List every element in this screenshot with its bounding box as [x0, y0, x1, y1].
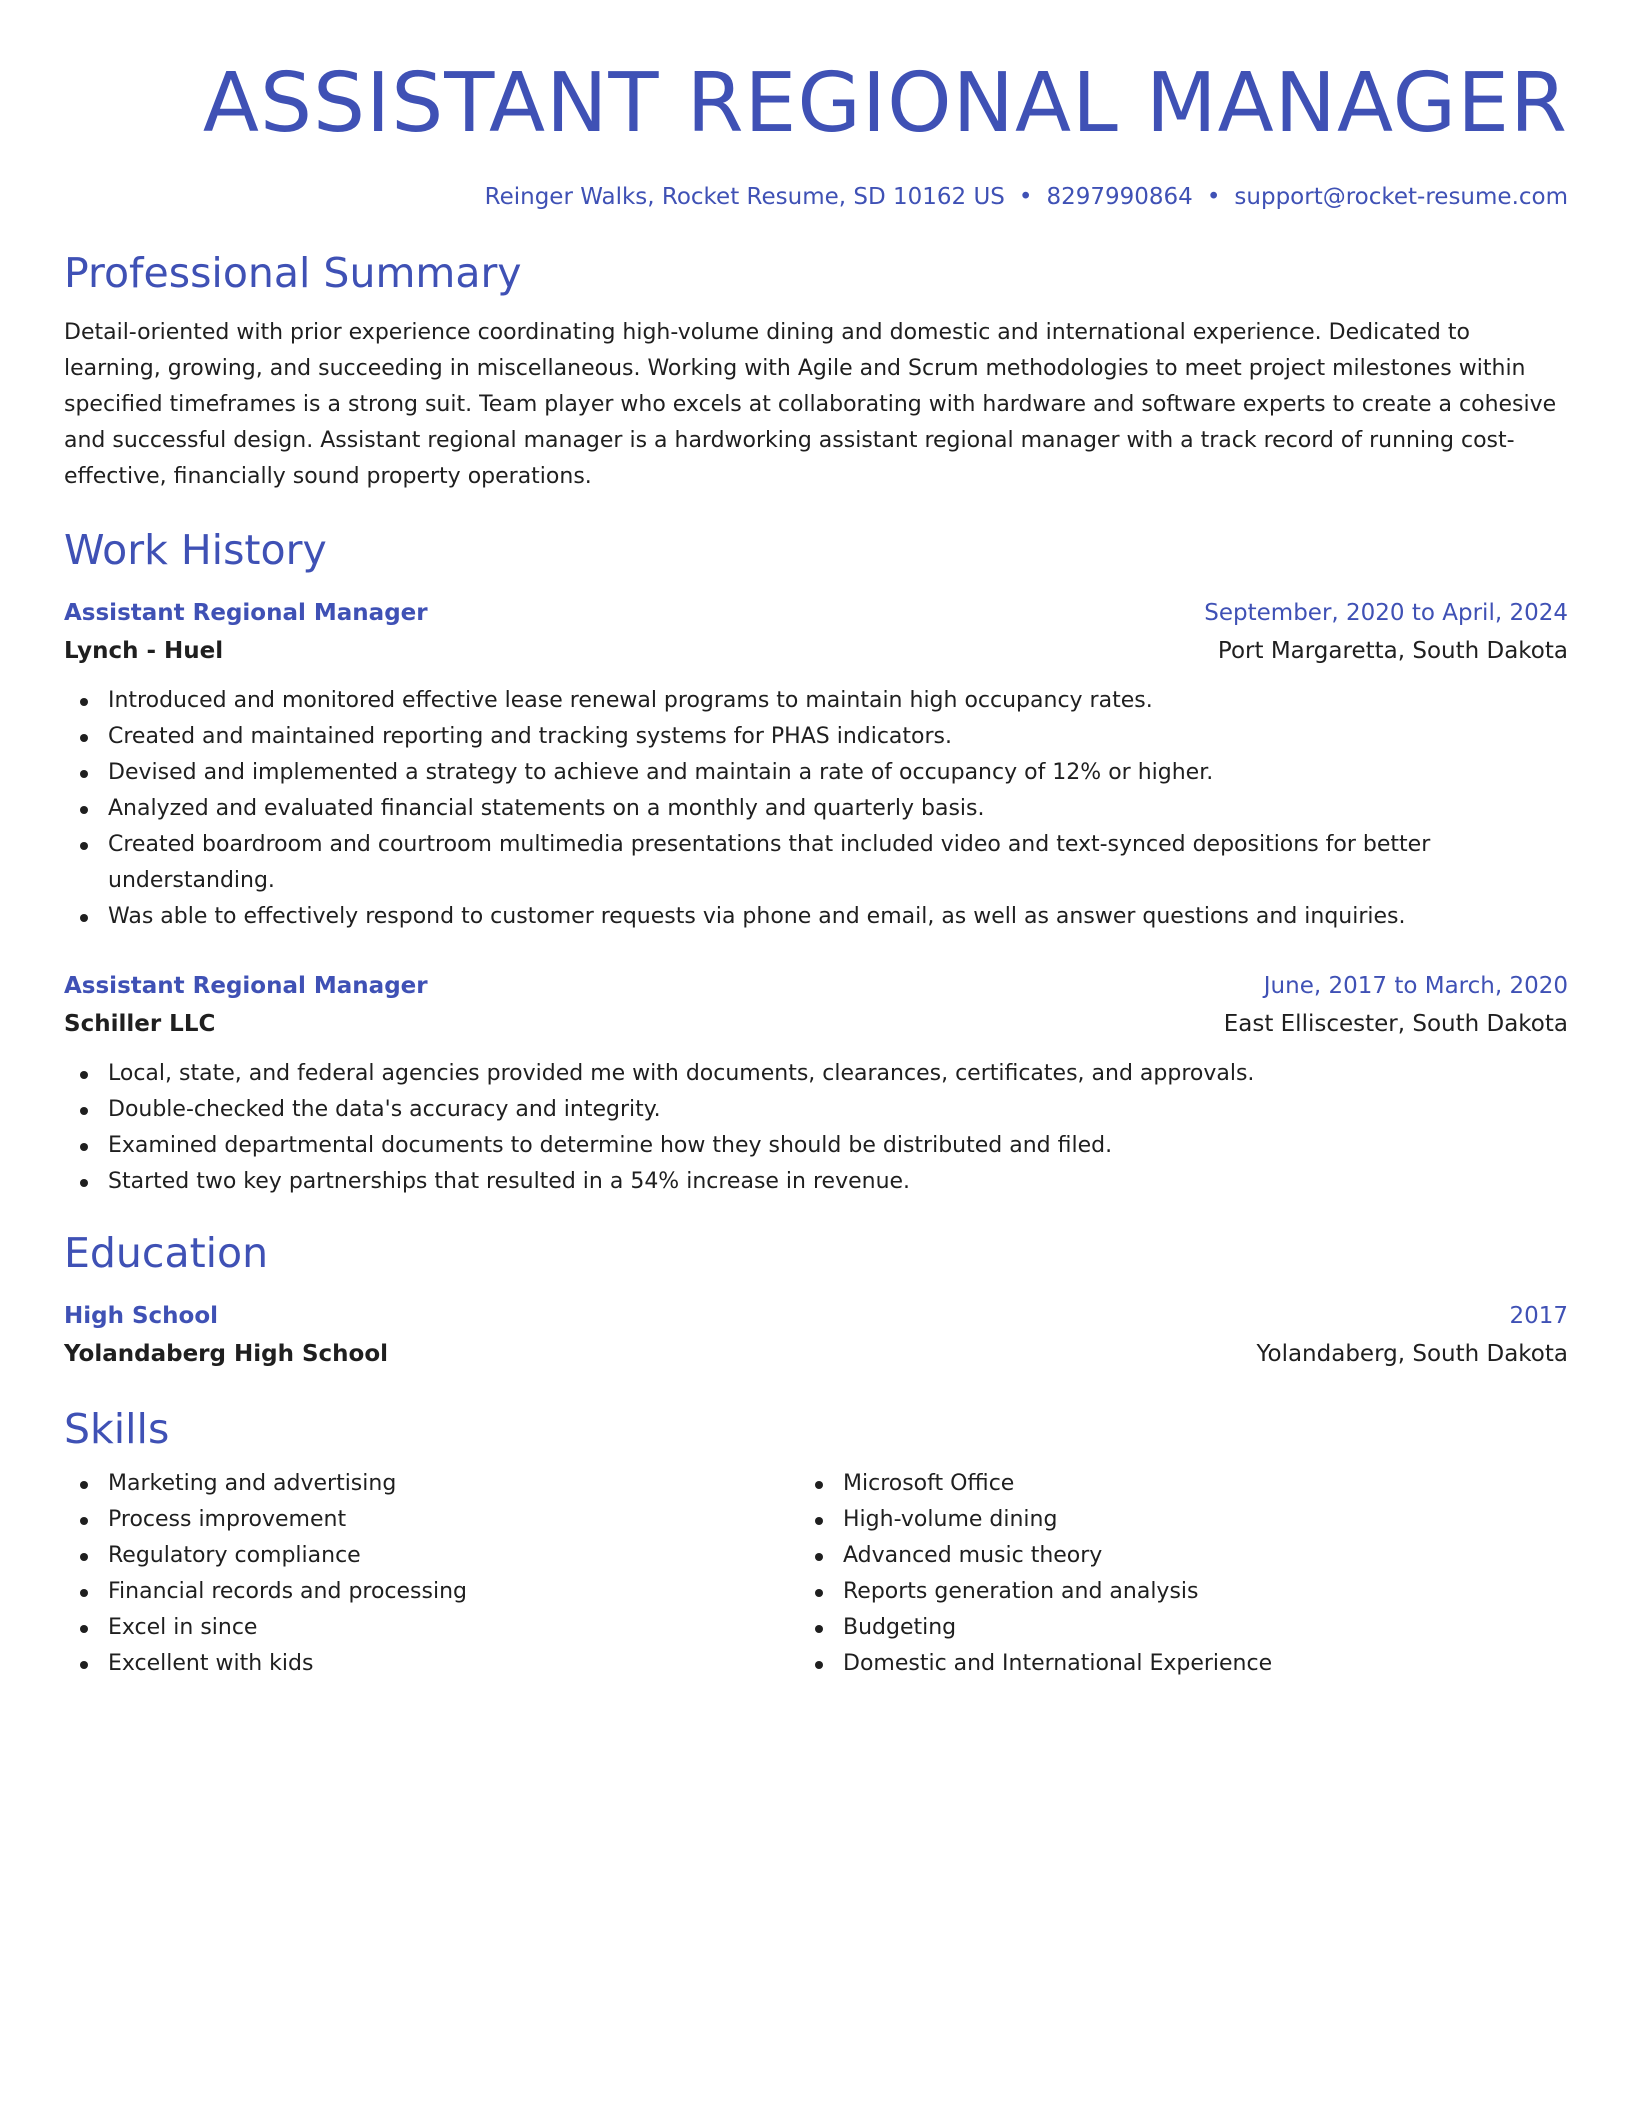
job-bullet: Examined departmental documents to determine how they should be distributed and filed.	[64, 1128, 1568, 1164]
skill-item: Budgeting	[799, 1610, 1534, 1646]
education-degree: High School	[64, 1303, 219, 1329]
job-company-row	[64, 631, 1568, 671]
skills-column-right	[799, 1466, 1534, 1682]
skill-item: High-volume dining	[799, 1502, 1534, 1538]
contact-separator: •	[1206, 184, 1221, 210]
resume-header	[64, 0, 1568, 212]
job-bullet: Double-checked the data's accuracy and integrity.	[64, 1092, 1568, 1128]
job-location: East Elliscester, South Dakota	[1223, 1011, 1568, 1037]
education-entry	[64, 1298, 1568, 1374]
job-company-row	[64, 1004, 1568, 1044]
skill-item: Regulatory compliance	[64, 1538, 799, 1574]
job-entry	[64, 595, 1568, 935]
skill-item: Advanced music theory	[799, 1538, 1534, 1574]
job-bullet-list	[64, 1056, 1568, 1200]
skill-item: Financial records and processing	[64, 1574, 799, 1610]
job-bullet: Analyzed and evaluated financial statements on a monthly and quarterly basis.	[64, 791, 1568, 827]
education-school: Yolandaberg High School	[64, 1341, 389, 1367]
job-header-row	[64, 595, 1568, 631]
job-dates: September, 2020 to April, 2024	[1204, 600, 1568, 626]
education-header-row	[64, 1298, 1568, 1334]
job-bullet: Created boardroom and courtroom multimedia presentations that included video and text-synced depositions for better understanding.	[64, 827, 1568, 899]
skill-item: Marketing and advertising	[64, 1466, 799, 1502]
skill-item: Domestic and International Experience	[799, 1646, 1534, 1682]
skill-item: Reports generation and analysis	[799, 1574, 1534, 1610]
education-location: Yolandaberg, South Dakota	[1256, 1341, 1568, 1367]
job-bullet: Local, state, and federal agencies provided me with documents, clearances, certificates, and approvals.	[64, 1056, 1568, 1092]
skills-column-left	[64, 1466, 799, 1682]
resume-name: ASSISTANT REGIONAL MANAGER	[202, 56, 1568, 151]
section-title-work-history: Work History	[64, 526, 327, 574]
contact-phone: 8297990864	[1046, 184, 1193, 210]
skill-item: Microsoft Office	[799, 1466, 1534, 1502]
skill-item: Excel in since	[64, 1610, 799, 1646]
job-bullet: Introduced and monitored effective lease renewal programs to maintain high occupancy rates.	[64, 683, 1568, 719]
skills-list	[799, 1466, 1534, 1682]
skills-grid	[64, 1466, 1568, 1682]
job-bullet: Was able to effectively respond to customer requests via phone and email, as well as answer questions and inquiries.	[64, 899, 1568, 935]
job-role: Assistant Regional Manager	[64, 600, 428, 626]
job-bullet: Started two key partnerships that resulted in a 54% increase in revenue.	[64, 1164, 1568, 1200]
education-year: 2017	[1509, 1303, 1568, 1329]
job-company: Schiller LLC	[64, 1011, 216, 1037]
contact-email: support@rocket-resume.com	[1234, 184, 1568, 210]
job-role: Assistant Regional Manager	[64, 973, 428, 999]
section-title-skills: Skills	[64, 1405, 170, 1453]
section-title-summary: Professional Summary	[64, 249, 522, 297]
job-dates: June, 2017 to March, 2020	[1263, 973, 1568, 999]
job-bullet: Devised and implemented a strategy to achieve and maintain a rate of occupancy of 12% or higher.	[64, 755, 1568, 791]
job-company: Lynch - Huel	[64, 638, 224, 664]
summary-text: Detail-oriented with prior experience coordinating high-volume dining and domestic and international experience. Dedicated to learning, growing, and succeeding in miscellaneous. Working with Agile and Scrum methodologies to meet project milestones within specified timeframes is a strong suit. Team player who excels at collaborating with hardware and software experts to create a cohesive and successful design. Assistant regional manager is a hardworking assistant regional manager with a track record of running cost-effective, financially sound property operations.	[64, 320, 1557, 489]
skill-item: Process improvement	[64, 1502, 799, 1538]
contact-line	[64, 182, 1568, 212]
education-school-row	[64, 1334, 1568, 1374]
section-title-education: Education	[64, 1229, 269, 1277]
skills-list	[64, 1466, 799, 1682]
job-header-row	[64, 968, 1568, 1004]
job-entry	[64, 968, 1568, 1200]
contact-address: Reinger Walks, Rocket Resume, SD 10162 US	[484, 184, 1005, 210]
job-bullet: Created and maintained reporting and tracking systems for PHAS indicators.	[64, 719, 1568, 755]
job-bullet-list	[64, 683, 1568, 935]
job-location: Port Margaretta, South Dakota	[1217, 638, 1568, 664]
contact-separator: •	[1018, 184, 1033, 210]
skill-item: Excellent with kids	[64, 1646, 799, 1682]
